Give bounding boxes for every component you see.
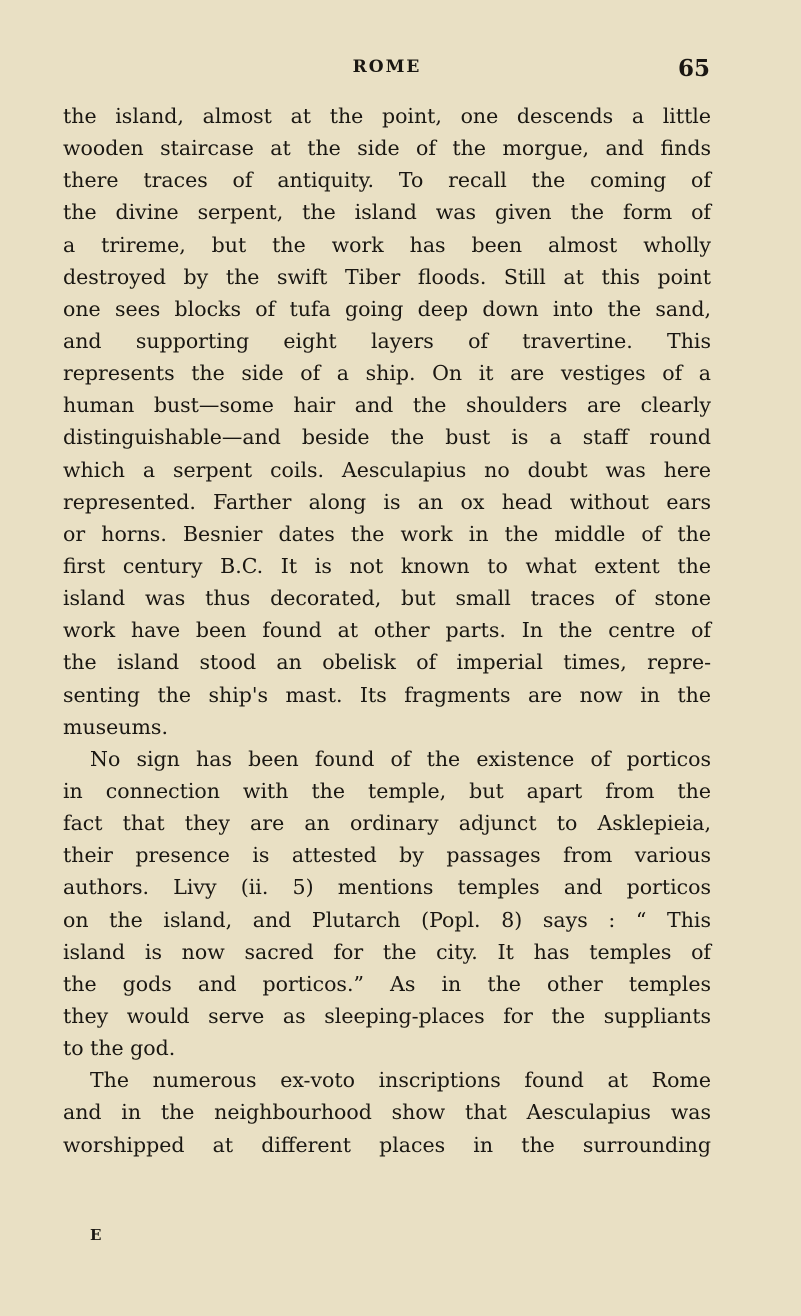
paragraph-first-line: No sign has been found of the existence of porticos — [90, 746, 711, 771]
signature-mark: E — [90, 1226, 102, 1244]
text-line: destroyed by the swift Tiber floods. Still at this point — [63, 264, 711, 289]
text-line: on the island, and Plutarch (Popl. 8) says : “ This — [63, 907, 711, 932]
page-number: 65 — [677, 55, 710, 82]
text-line: there traces of antiquity. To recall the coming of — [63, 168, 711, 193]
text-line: authors. Livy (ii. 5) mentions temples and porticos — [63, 875, 711, 900]
text-line: the gods and porticos.” As in the other temples — [63, 971, 711, 996]
text-line: the island, almost at the point, one descends a little — [63, 104, 711, 128]
paragraph-first-line: The numerous ex-voto inscriptions found at Rome — [90, 1068, 711, 1093]
text-line: a trireme, but the work has been almost wholly — [63, 232, 711, 257]
text-line: or horns. Besnier dates the work in the middle of the — [63, 521, 711, 546]
text-line: human bust—some hair and the shoulders are clearly — [63, 393, 711, 418]
paragraph-last-line: museums. — [63, 714, 168, 739]
text-line: distinguishable—and beside the bust is a staff round — [63, 425, 711, 450]
paragraph-last-line: to the god. — [63, 1036, 176, 1061]
text-line: represented. Farther along is an ox head without ears — [63, 489, 711, 514]
text-line: in connection with the temple, but apart from the — [63, 778, 711, 803]
text-line: represents the side of a ship. On it are vestiges of a — [63, 361, 711, 386]
running-head-title: ROME — [352, 57, 422, 77]
text-line: island was thus decorated, but small traces of stone — [63, 586, 711, 611]
text-line: wooden staircase at the side of the morgue, and finds — [63, 136, 711, 161]
text-line: which a serpent coils. Aesculapius no doubt was here — [63, 457, 711, 482]
text-line: first century B.C. It is not known to what extent the — [63, 553, 711, 578]
text-line: worshipped at different places in the surrounding — [63, 1132, 711, 1157]
text-line: work have been found at other parts. In the centre of — [63, 618, 711, 643]
text-line: and in the neighbourhood show that Aesculapius was — [63, 1100, 711, 1125]
text-line: the island stood an obelisk of imperial times, repre- — [63, 650, 711, 675]
text-line: fact that they are an ordinary adjunct to Asklepieia, — [63, 811, 711, 836]
text-line: they would serve as sleeping-places for the suppliants — [63, 1003, 711, 1028]
text-line: island is now sacred for the city. It has temples of — [63, 939, 711, 964]
text-line: senting the ship's mast. Its fragments are now in the — [63, 682, 711, 707]
text-line: and supporting eight layers of travertine. This — [63, 328, 711, 353]
body-text — [63, 100, 711, 1161]
text-line: the divine serpent, the island was given the form of — [63, 200, 711, 225]
running-head — [64, 55, 710, 85]
text-line: one sees blocks of tufa going deep down into the sand, — [63, 296, 711, 321]
text-line: their presence is attested by passages from various — [63, 843, 711, 868]
